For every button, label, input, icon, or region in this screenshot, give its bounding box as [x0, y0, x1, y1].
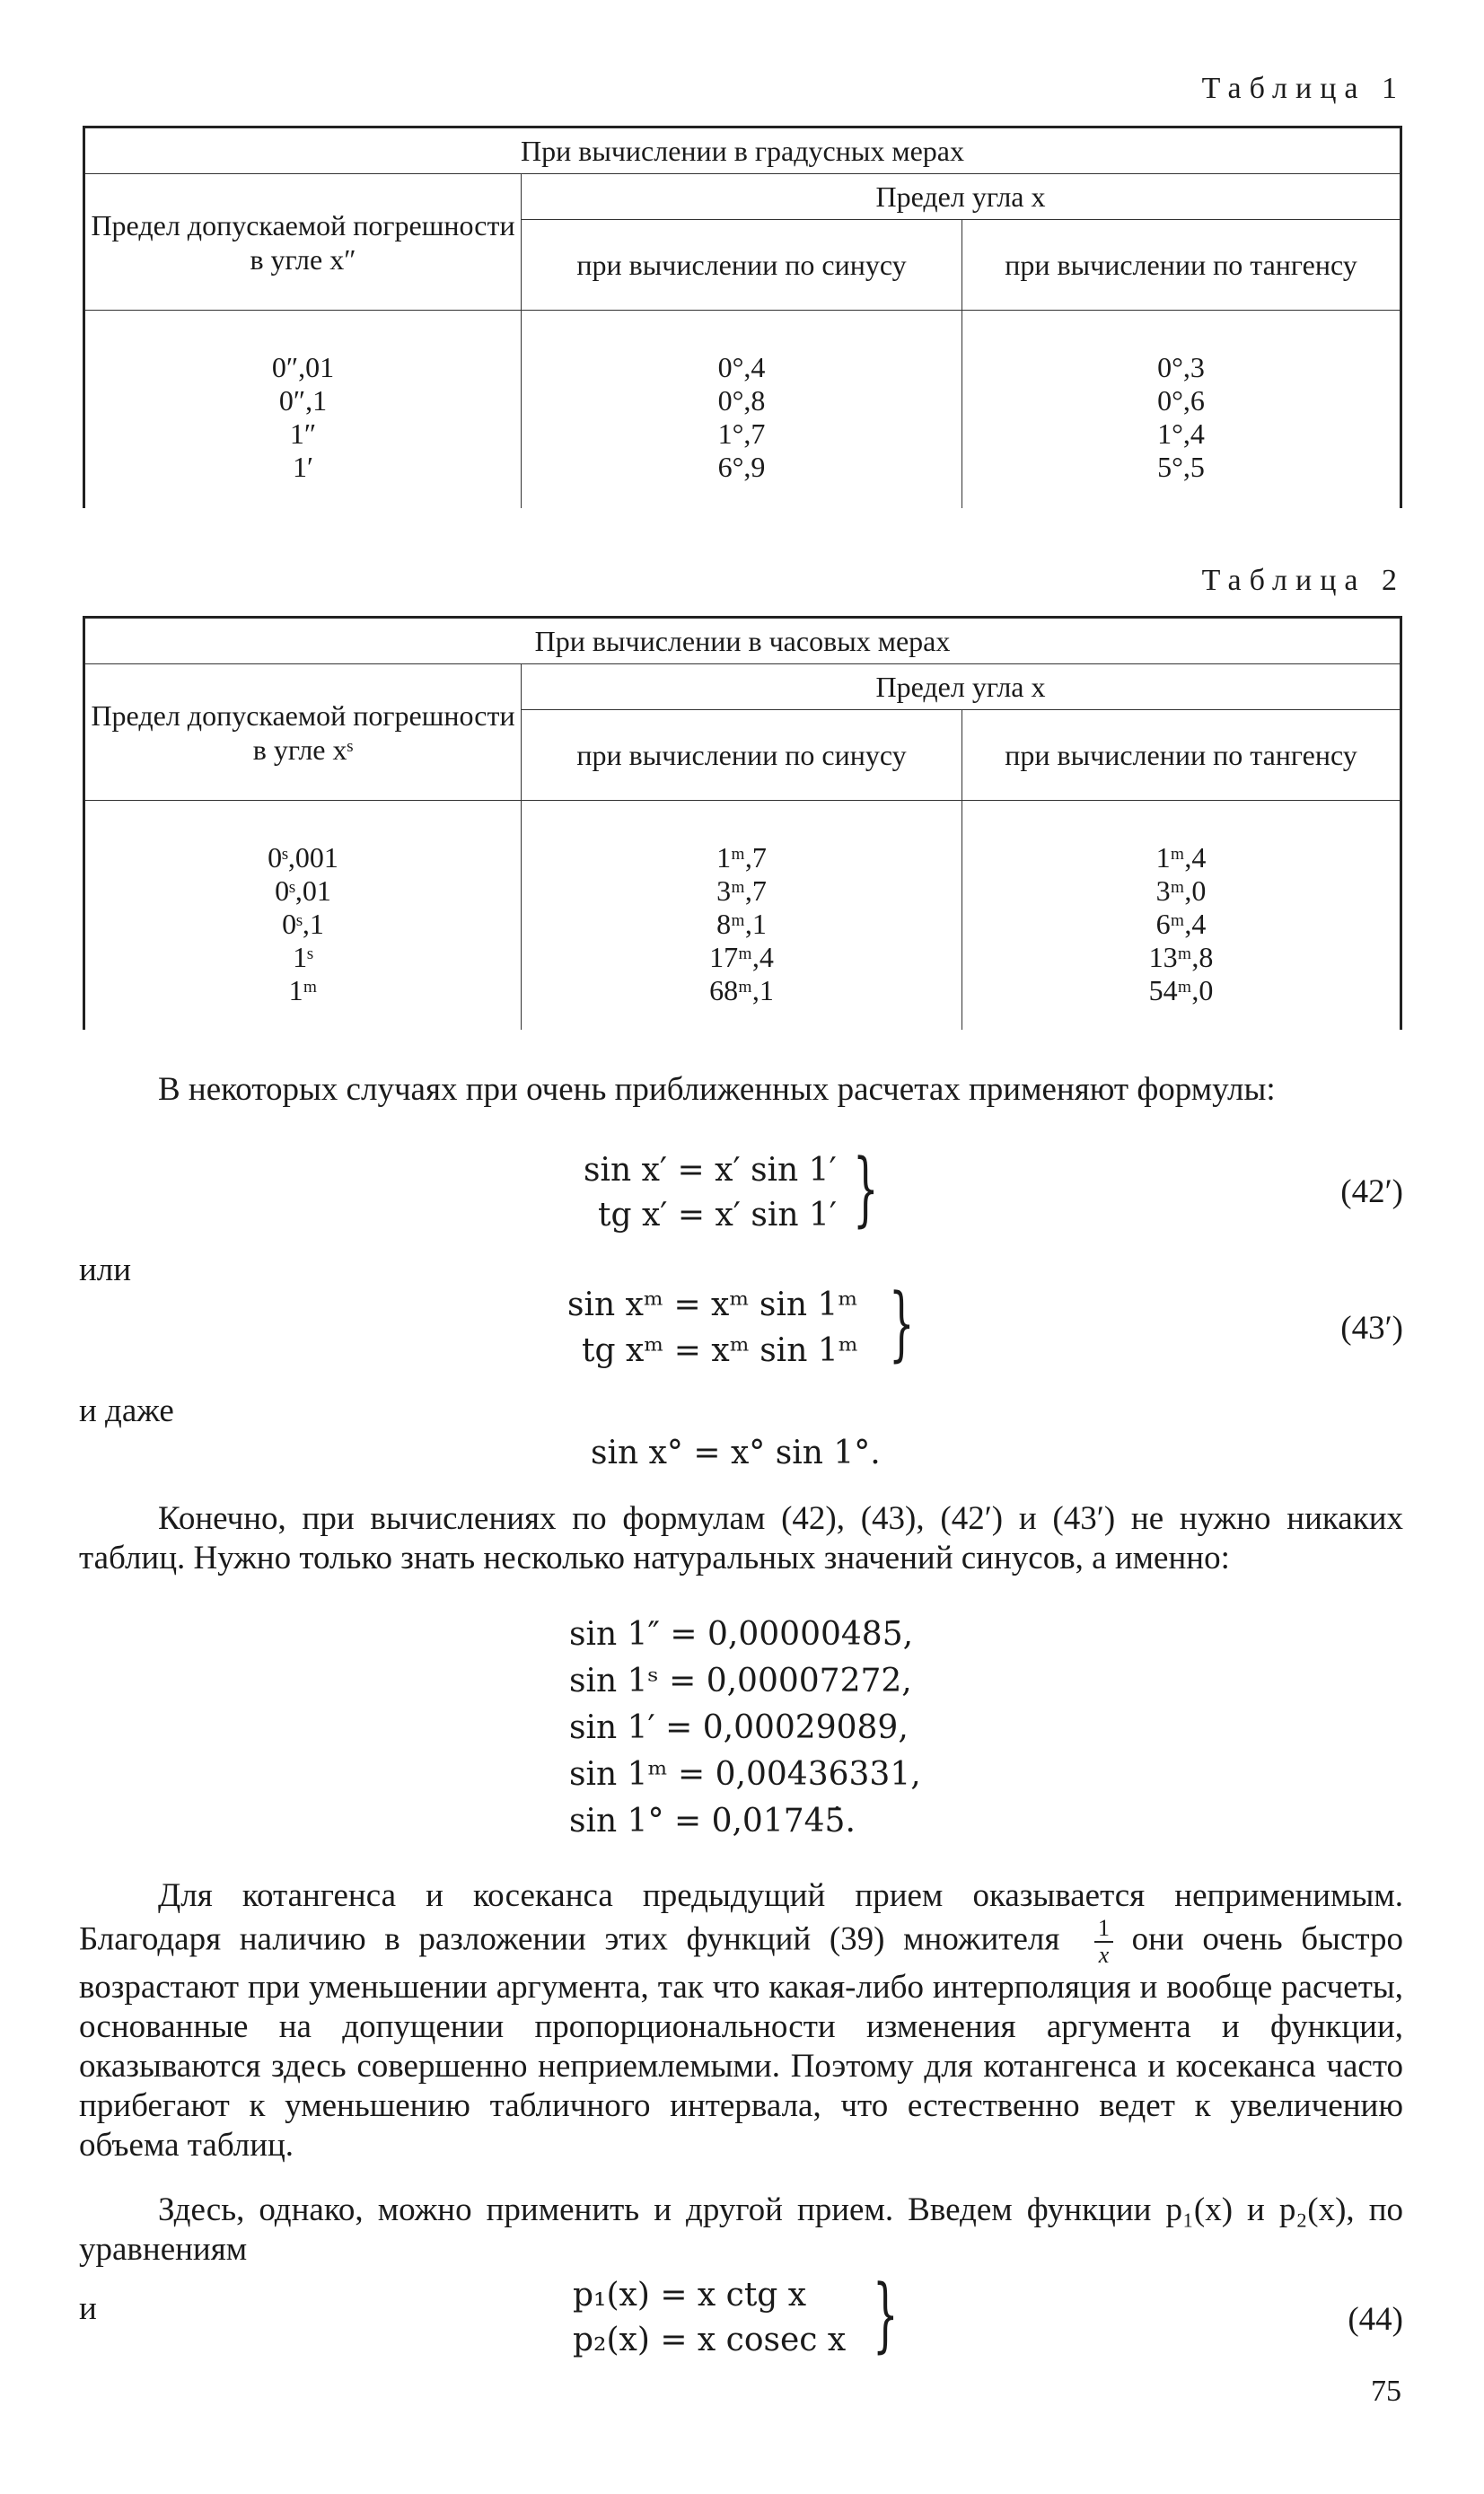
table-cell: 5°,5: [1157, 451, 1205, 483]
word-even: и даже: [79, 1392, 174, 1429]
table-cell: 1°,4: [1157, 417, 1205, 450]
table1-error-values: [84, 311, 522, 508]
table-cell: 6°,9: [717, 451, 766, 483]
table-cell: 68ᵐ,1: [709, 974, 774, 1006]
table-cell: 0°,6: [1157, 384, 1205, 417]
table-cell: 1ᵐ,7: [716, 841, 767, 874]
equation-number-44: (44): [1348, 2301, 1403, 2338]
table-cell: 0ˢ,01: [275, 874, 331, 907]
sine-value-arcminute: sin 1′ = 0,00029089,: [569, 1709, 909, 1746]
formula-43-sin: sin xᵐ = xᵐ sin 1ᵐ: [567, 1287, 858, 1323]
table-cell: 1ᵐ: [288, 974, 318, 1006]
right-brace-icon: }: [853, 1142, 879, 1236]
table-cell: 3ᵐ,7: [716, 874, 767, 907]
table-cell: 0ˢ,001: [268, 841, 338, 874]
fraction-denominator: x: [1098, 1942, 1110, 1968]
right-brace-icon: }: [889, 1277, 915, 1371]
table2-col-sin: при вычислении по синусу: [522, 710, 962, 801]
formula-43-tg: tg xᵐ = xᵐ sin 1ᵐ: [582, 1332, 858, 1369]
table1-caption: Таблица 1: [1201, 72, 1405, 105]
table2-error-values: [84, 801, 522, 1030]
sine-value-time-second: sin 1ˢ = 0,00007272,: [569, 1663, 912, 1699]
table2-col-angle: Предел угла x: [522, 664, 1401, 710]
sine-value-arcsecond: sin 1″ = 0,00000485̄,: [569, 1616, 914, 1653]
table-cell: 0°,3: [1157, 351, 1205, 383]
table-cell: 1ᵐ,4: [1155, 841, 1207, 874]
table-cell: 17ᵐ,4: [709, 941, 774, 973]
table-cell: 1ˢ: [293, 941, 313, 973]
table-cell: 0°,4: [717, 351, 766, 383]
table-cell: 0°,8: [717, 384, 766, 417]
right-brace-icon: }: [873, 2268, 899, 2362]
table-cell: 13ᵐ,8: [1148, 941, 1214, 973]
table-cell: 1″: [289, 417, 317, 450]
table-cell: 3ᵐ,0: [1155, 874, 1207, 907]
table2-caption: Таблица 2: [1201, 564, 1405, 597]
paragraph-text: В некоторых случаях при очень приближенных расчетах применяют формулы:: [158, 1071, 1276, 1108]
formula-degree: sin x° = x° sin 1°.: [591, 1435, 881, 1471]
paragraph-tables: [79, 1499, 1403, 1578]
equation-number-42: (42′): [1340, 1173, 1403, 1210]
table2-title: При вычислении в часовых мерах: [84, 618, 1401, 664]
word-or: или: [79, 1251, 132, 1288]
table1-sin-values: [522, 311, 962, 508]
paragraph-text: Конечно, при вычислениях по формулам (42), (43), (42′) и (43′) не нужно никаких таблиц. Нужно только знать несколько натуральных значений синусов, а именно:: [79, 1500, 1403, 1576]
paragraph-text: Здесь, однако, можно применить и другой прием. Введем функции p₁(x) и p₂(x), по уравнениям: [79, 2191, 1403, 2268]
sine-value-time-minute: sin 1ᵐ = 0,00436331,: [569, 1756, 921, 1793]
table1-col-tan: при вычислении по тангенсу: [962, 220, 1401, 311]
table-cell: 1′: [293, 451, 313, 483]
table-cell: 0ˢ,1: [282, 908, 324, 940]
word-and: и: [79, 2290, 97, 2327]
table-cell: 54ᵐ,0: [1148, 974, 1214, 1006]
paragraph-text: они очень быстро возрастают при уменьшении аргумента, так что какая-либо интерполяция и вообще расчеты, основанные на допущении пропорциональности изменения аргумента и функции, оказываются здесь совершенно неприемлемыми. Поэтому для котангенса и косеканса часто прибегают к уменьшению табличного интервала, что естественно ведет к увеличению объема таблиц.: [79, 1920, 1403, 2164]
page-number: 75: [1371, 2375, 1401, 2408]
paragraph-functions: [79, 2191, 1403, 2270]
table1-col-sin: при вычислении по синусу: [522, 220, 962, 311]
formula-42-tg: tg x′ = x′ sin 1′: [598, 1197, 838, 1234]
paragraph-cotangent: [79, 1876, 1403, 2165]
paragraph-intro: [79, 1070, 1403, 1110]
equation-number-43: (43′): [1340, 1310, 1403, 1347]
table-cell: 0″,1: [278, 384, 328, 417]
fraction-numerator: 1: [1094, 1916, 1113, 1943]
table1-title: При вычислении в градусных мерах: [84, 127, 1401, 174]
table-cell: 0″,01: [271, 351, 335, 383]
formula-42-sin: sin x′ = x′ sin 1′: [584, 1152, 837, 1189]
table-cell: 6ᵐ,4: [1155, 908, 1207, 940]
formula-p2: p₂(x) = x cosec x: [573, 2322, 847, 2358]
table-cell: 8ᵐ,1: [716, 908, 767, 940]
table1-tan-values: [962, 311, 1401, 508]
formula-p1: p₁(x) = x ctg x: [573, 2277, 807, 2314]
table-cell: 1°,7: [717, 417, 766, 450]
table1: [83, 126, 1402, 508]
sine-value-degree: sin 1° = 0,01745̇.: [569, 1803, 856, 1840]
paragraph-text: Для котангенса и косеканса предыдущий прием оказывается неприменимым. Благодаря наличию в разложении этих функций (39) множителя: [79, 1877, 1403, 1958]
fraction-one-over-x: [1094, 1916, 1113, 1968]
table2-col-error: Предел допускаемой погрешности в угле xˢ: [84, 664, 522, 801]
table2-tan-values: [962, 801, 1401, 1030]
table2-col-tan: при вычислении по тангенсу: [962, 710, 1401, 801]
table2: [83, 616, 1402, 1030]
table1-col-angle: Предел угла x: [522, 174, 1401, 220]
table1-col-error: Предел допускаемой погрешности в угле x″: [84, 174, 522, 311]
table2-sin-values: [522, 801, 962, 1030]
